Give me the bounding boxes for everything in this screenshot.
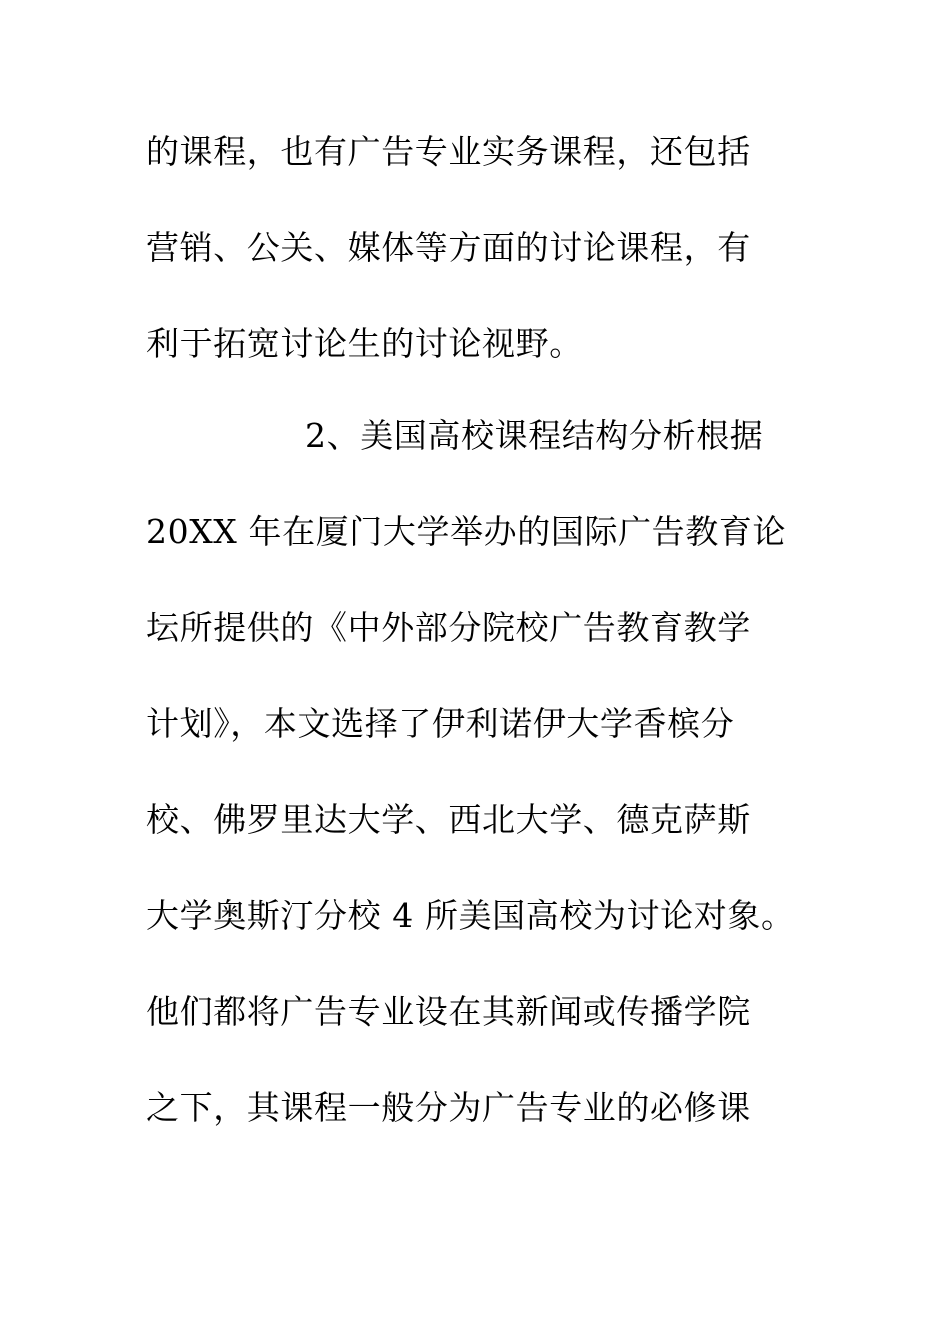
text-line-4: 2、美国高校课程结构分析根据 (305, 416, 764, 455)
text-line-5: 20XX 年在厦门大学举办的国际广告教育论 (146, 512, 787, 551)
text-line-6: 坛所提供的《中外部分院校广告教育教学 (146, 608, 751, 647)
text-line-9: 大学奥斯汀分校 4 所美国高校为讨论对象。 (146, 896, 795, 935)
text-line-2: 营销、公关、媒体等方面的讨论课程，有 (146, 228, 751, 267)
text-line-10: 他们都将广告专业设在其新闻或传播学院 (146, 992, 751, 1031)
text-line-8: 校、佛罗里达大学、西北大学、德克萨斯 (146, 800, 751, 839)
text-line-7: 计划》，本文选择了伊利诺伊大学香槟分 (146, 704, 735, 743)
text-line-1: 的课程，也有广告专业实务课程，还包括 (146, 132, 751, 171)
text-line-11: 之下，其课程一般分为广告专业的必修课 (146, 1088, 751, 1127)
text-line-3: 利于拓宽讨论生的讨论视野。 (146, 324, 583, 363)
